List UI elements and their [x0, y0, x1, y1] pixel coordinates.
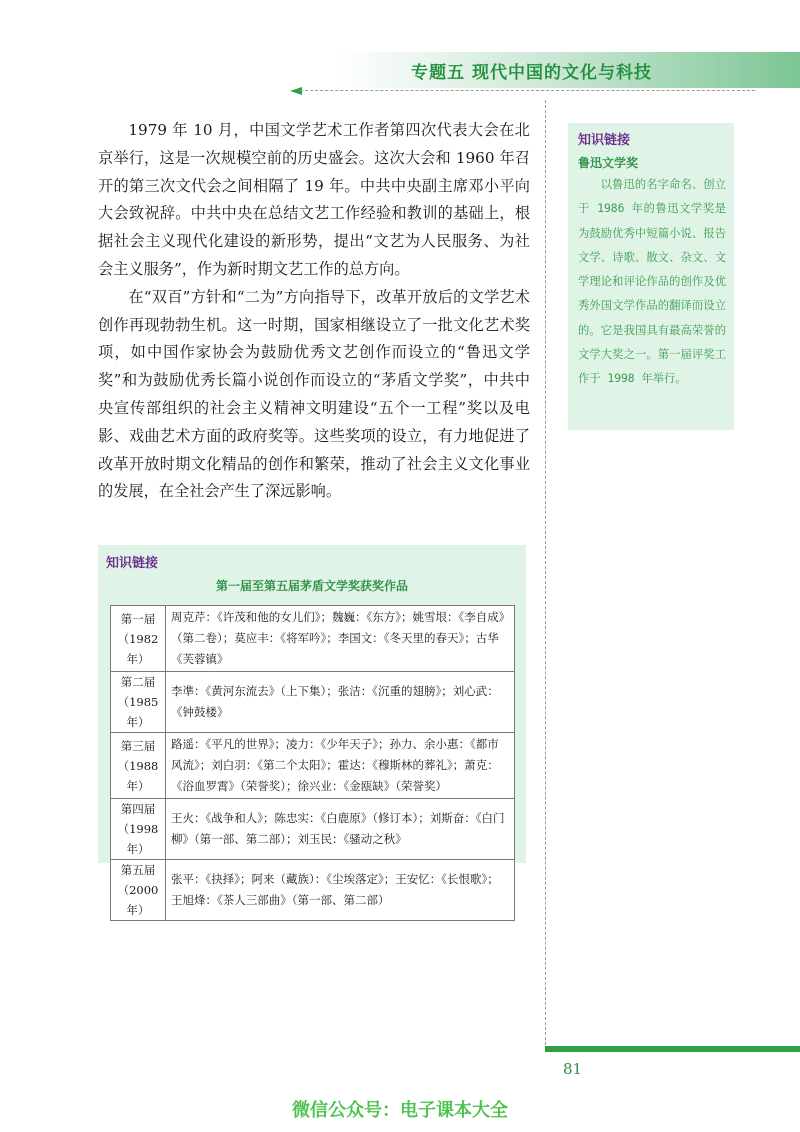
session-cell	[111, 672, 166, 733]
page-header-title: 专题五 现代中国的文化与科技	[411, 63, 652, 83]
session-cell	[111, 606, 166, 672]
works-cell: 路遥：《平凡的世界》；凌力：《少年天子》；孙力、余小惠：《都市风流》；刘白羽：《第二个太阳》；霍达：《穆斯林的葬礼》；萧克：《浴血罗霄》（荣誉奖）；徐兴业：《金瓯缺》（荣誉奖）	[166, 733, 515, 799]
session-year: （1982 年）	[117, 631, 159, 666]
sidebar-knowledge-link	[568, 123, 734, 430]
session-cell	[111, 799, 166, 860]
session-label: 第四届	[120, 802, 156, 816]
page-number: 81	[563, 1060, 583, 1078]
header-arrow-icon	[290, 87, 302, 95]
sidebar-title: 知识链接	[578, 133, 631, 148]
column-divider	[545, 100, 546, 1045]
table-row	[111, 799, 515, 860]
box-subtitle: 第一届至第五届茅盾文学奖获奖作品	[215, 579, 408, 593]
session-cell	[111, 860, 166, 921]
works-cell: 周克芹：《许茂和他的女儿们》；魏巍：《东方》；姚雪垠：《李自成》（第二卷）；莫应丰：《将军吟》；李国文：《冬天里的春天》；古华《芙蓉镇》	[166, 606, 515, 672]
paragraph: 1979 年 10 月，中国文学艺术工作者第四次代表大会在北京举行，这是一次规模空前的历史盛会。这次大会和 1960 年召开的第三次文代会之间相隔了 19 年。中共中央副主席邓小平向大会致祝辞。中共中央在总结文艺工作经验和教训的基础上，根据社会主义现代化建设的新形势，提出“文艺为人民服务、为社会主义服务”，作为新时期文艺工作的总方向。	[98, 121, 530, 278]
sidebar-body: 以鲁迅的名字命名、创立于 1986 年的鲁迅文学奖是为鼓励优秀中短篇小说、报告文学、诗歌、散文、杂文、文学理论和评论作品的创作及优秀外国文学作品的翻译而设立的。它是我国具有最高荣誉的文学大奖之一。第一届评奖工作于 1998 年举行。	[578, 178, 726, 386]
table-row	[111, 672, 515, 733]
header-band	[0, 52, 800, 88]
works-cell: 张平：《抉择》；阿来（藏族）：《尘埃落定》；王安忆：《长恨歌》；王旭烽：《茶人三部曲》（第一部、第二部）	[166, 860, 515, 921]
session-label: 第一届	[120, 611, 156, 626]
sidebar-subtitle: 鲁迅文学奖	[578, 156, 639, 170]
footer-bar	[545, 1046, 800, 1052]
session-label: 第二届	[120, 675, 156, 689]
header-divider	[300, 90, 755, 91]
session-year: （2000 年）	[117, 883, 159, 917]
table-row	[111, 733, 515, 799]
works-cell: 李凖：《黄河东流去》（上下集）；张洁：《沉重的翅膀》；刘心武：《钟鼓楼》	[166, 672, 515, 733]
session-label: 第五届	[120, 863, 156, 877]
watermark: 微信公众号：电子课本大全	[292, 1100, 508, 1121]
table-row	[111, 860, 515, 921]
session-cell	[111, 733, 166, 799]
works-cell: 王火：《战争和人》；陈忠实：《白鹿原》（修订本）；刘斯奋：《白门柳》（第一部、第二部）；刘玉民：《骚动之秋》	[166, 799, 515, 860]
session-year: （1988 年）	[117, 758, 159, 793]
table-row	[111, 606, 515, 672]
session-year: （1985 年）	[117, 695, 159, 729]
session-year: （1998 年）	[117, 822, 159, 856]
session-label: 第三届	[120, 738, 156, 753]
box-title: 知识链接	[106, 556, 159, 571]
main-text	[98, 117, 530, 506]
paragraph: 在“双百”方针和“二为”方向指导下，改革开放后的文学艺术创作再现勃勃生机。这一时期，国家相继设立了一批文化艺术奖项，如中国作家协会为鼓励优秀文艺创作而设立的“鲁迅文学奖”和为鼓励优秀长篇小说创作而设立的“茅盾文学奖”，中共中央宣传部组织的社会主义精神文明建设“五个一工程”奖以及电影、戏曲艺术方面的政府奖等。这些奖项的设立，有力地促进了改革开放时期文化精品的创作和繁荣，推动了社会主义文化事业的发展，在全社会产生了深远影响。	[98, 287, 530, 501]
knowledge-link-box	[98, 545, 526, 917]
awards-table	[110, 605, 515, 921]
